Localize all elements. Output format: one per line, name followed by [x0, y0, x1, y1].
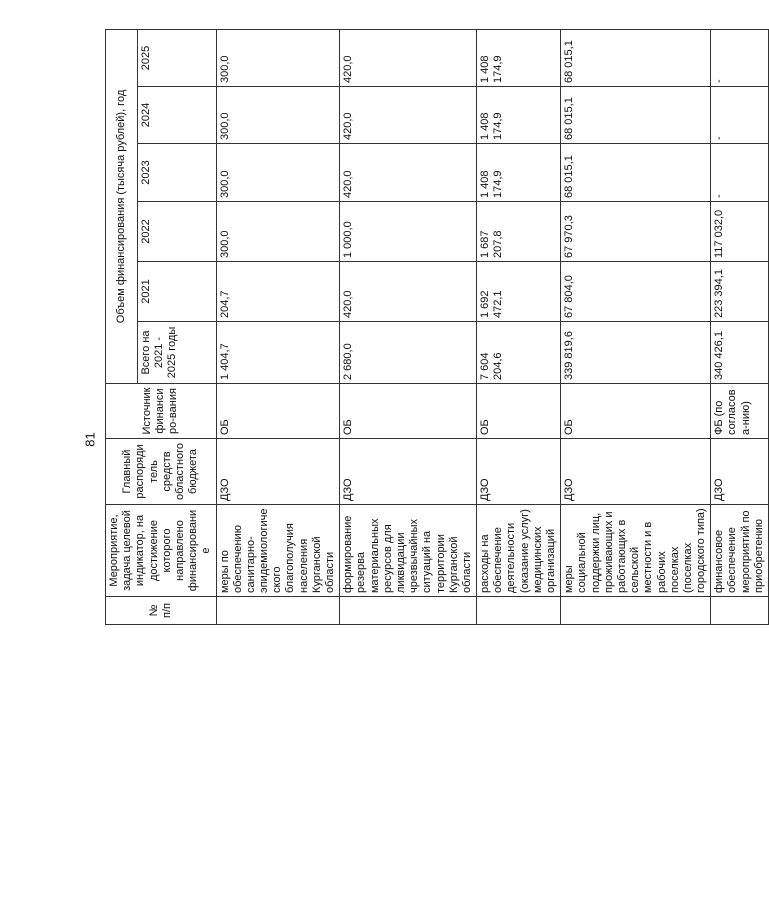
row-2021: 1 692 472,1: [477, 262, 561, 322]
row-source: ОБ: [216, 384, 340, 439]
row-source: ФБ (по согласова-нию): [711, 384, 769, 439]
row-2024: 300,0: [216, 87, 340, 144]
row-2025: -: [711, 29, 769, 86]
row-2023: 300,0: [216, 144, 340, 202]
header-num: № п/п: [106, 597, 217, 625]
table-row: [216, 29, 340, 624]
row-2023: -: [711, 144, 769, 202]
row-total: 7 604 204,6: [477, 322, 561, 384]
rotated-table-container: [105, 30, 765, 625]
header-year-2022: 2022: [137, 202, 216, 262]
row-admin: ДЗО: [477, 439, 561, 505]
row-admin: ДЗО: [711, 439, 769, 505]
row-2022: 1 687 207,8: [477, 202, 561, 262]
row-measure: меры социальной поддержки лиц, проживающих и работающих в сельской местности и в рабочих поселках (поселках городского типа): [561, 505, 711, 597]
row-total: 340 426,1: [711, 322, 769, 384]
table-row: [477, 29, 561, 624]
row-2024: 1 408 174,9: [477, 87, 561, 144]
row-source: ОБ: [561, 384, 711, 439]
row-measure: меры по обеспечению санитарно-эпидемиологического благополучия населения Курганской области: [216, 505, 340, 597]
table-row: [711, 29, 769, 624]
row-2023: 420,0: [340, 144, 477, 202]
table-row: [561, 29, 711, 624]
row-2022: 300,0: [216, 202, 340, 262]
row-measure: формирование резерва материальных ресурсов для ликвидации чрезвычайных ситуаций на территории Курганской области: [340, 505, 477, 597]
row-total: 339 819,6: [561, 322, 711, 384]
row-num: [711, 597, 769, 625]
row-2021: 204,7: [216, 262, 340, 322]
row-admin: ДЗО: [340, 439, 477, 505]
header-source: Источник финансиро-вания: [106, 384, 217, 439]
row-2023: 68 015,1: [561, 144, 711, 202]
header-year-2024: 2024: [137, 87, 216, 144]
row-admin: ДЗО: [561, 439, 711, 505]
row-2021: 420,0: [340, 262, 477, 322]
row-num: [340, 597, 477, 625]
row-2025: 420,0: [340, 29, 477, 86]
page-number: 81: [82, 432, 98, 447]
row-2022: 1 000,0: [340, 202, 477, 262]
row-total: 1 404,7: [216, 322, 340, 384]
row-num: [477, 597, 561, 625]
row-2024: -: [711, 87, 769, 144]
row-num: [216, 597, 340, 625]
row-2021: 223 394,1: [711, 262, 769, 322]
row-source: ОБ: [340, 384, 477, 439]
row-source: ОБ: [477, 384, 561, 439]
table-row: [340, 29, 477, 624]
row-2024: 68 015,1: [561, 87, 711, 144]
row-2025: 68 015,1: [561, 29, 711, 86]
header-year-2025: 2025: [137, 29, 216, 86]
row-measure: расходы на обеспечение деятельности (оказание услуг) медицинских организаций: [477, 505, 561, 597]
row-measure: финансовое обеспечение мероприятий по приобретению: [711, 505, 769, 597]
row-2023: 1 408 174,9: [477, 144, 561, 202]
header-volume: Объем финансирования (тысяча рублей), год: [106, 29, 138, 383]
row-2025: 1 408 174,9: [477, 29, 561, 86]
row-2022: 67 970,3: [561, 202, 711, 262]
row-total: 2 680,0: [340, 322, 477, 384]
header-measure: Мероприятие, задача целевой индикатор, на достижение которого направлено финансирование: [106, 505, 217, 597]
row-2022: 117 032,0: [711, 202, 769, 262]
row-admin: ДЗО: [216, 439, 340, 505]
financing-table: [105, 29, 769, 625]
row-2021: 67 804,0: [561, 262, 711, 322]
header-admin: Главный распорядитель средств областного бюджета: [106, 439, 217, 505]
header-total: Всего на 2021 - 2025 годы: [137, 322, 216, 384]
row-num: [561, 597, 711, 625]
header-year-2023: 2023: [137, 144, 216, 202]
row-2024: 420,0: [340, 87, 477, 144]
header-year-2021: 2021: [137, 262, 216, 322]
row-2025: 300,0: [216, 29, 340, 86]
